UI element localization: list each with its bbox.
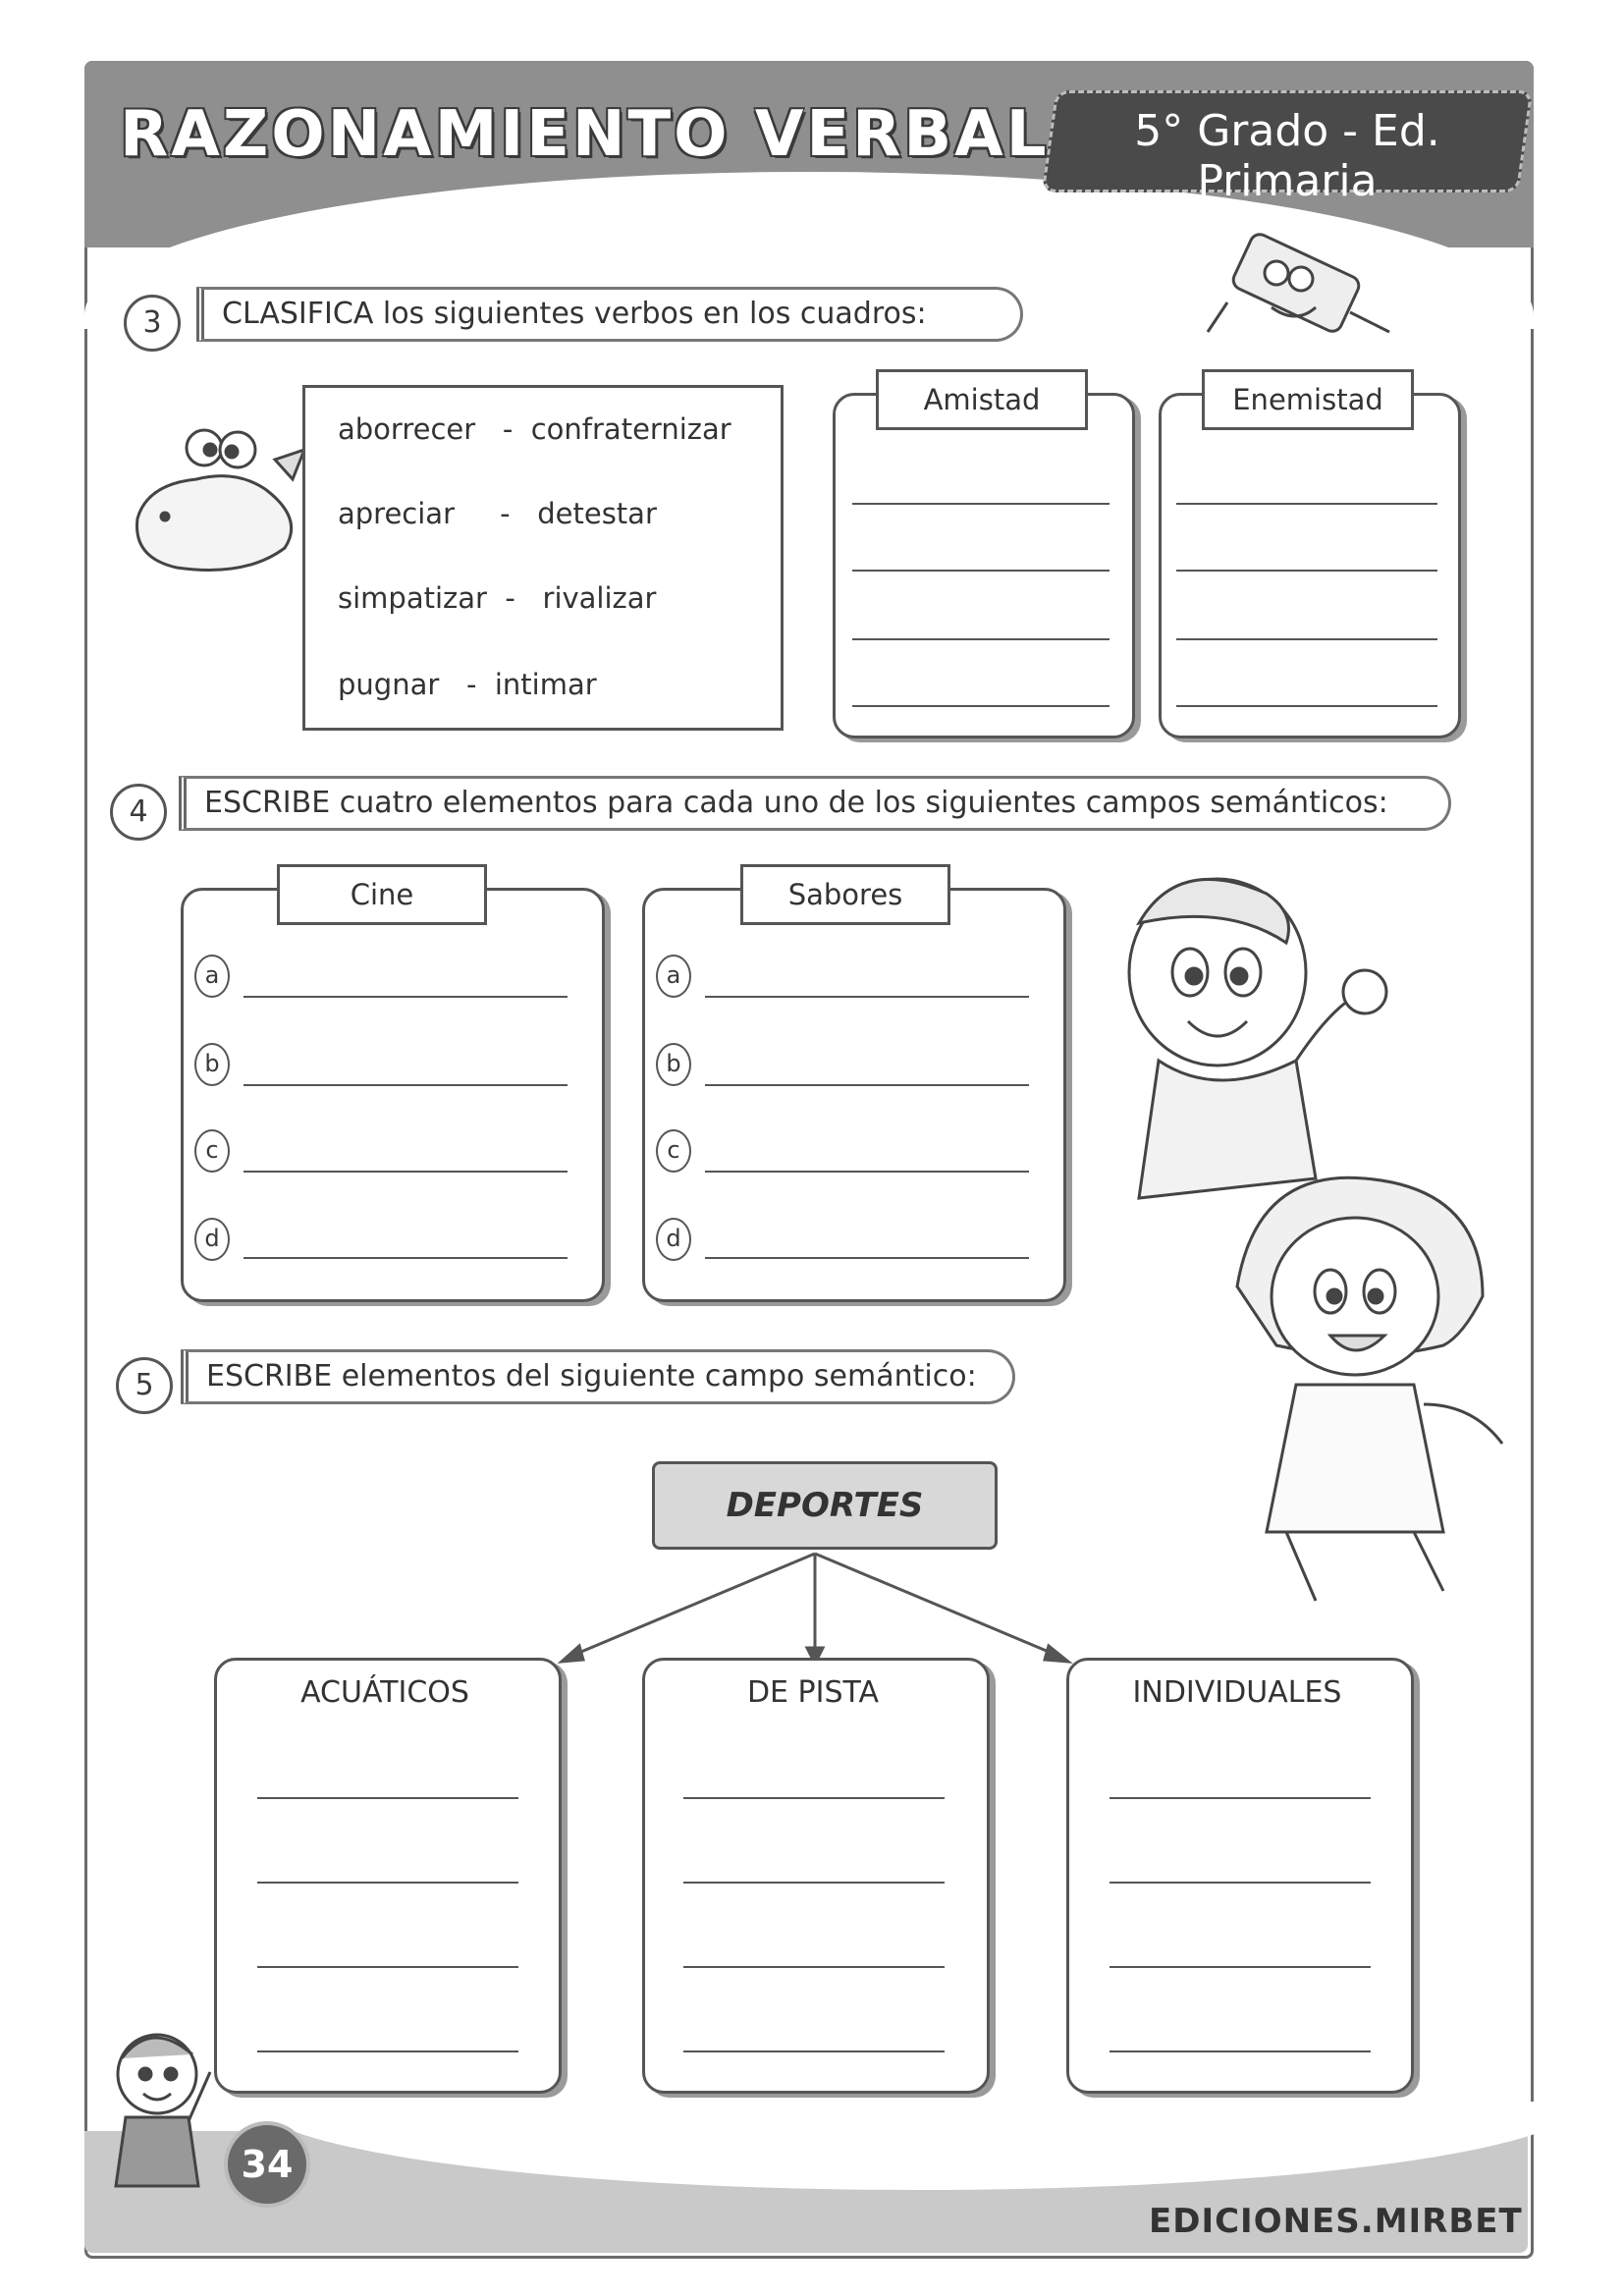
answer-line[interactable] <box>1176 570 1437 572</box>
answer-line[interactable] <box>1176 638 1437 640</box>
answer-line[interactable] <box>244 1171 568 1173</box>
answer-line[interactable] <box>683 1966 945 1968</box>
section-3-number: 3 <box>124 295 181 352</box>
answer-line[interactable] <box>244 1084 568 1086</box>
section-5-instruction: ESCRIBE elementos del siguiente campo semántico: <box>181 1349 1015 1404</box>
connector-arrows <box>550 1544 1080 1671</box>
letter-a: a <box>194 955 230 998</box>
answer-line[interactable] <box>683 1797 945 1799</box>
answer-line[interactable] <box>1176 503 1437 505</box>
verb-row: simpatizar - rivalizar <box>338 581 657 615</box>
page-number: 34 <box>224 2121 310 2208</box>
section-5-number: 5 <box>116 1357 173 1414</box>
section-4-instruction: ESCRIBE cuatro elementos para cada uno de los siguientes campos semánticos: <box>179 776 1451 831</box>
answer-line[interactable] <box>683 2050 945 2052</box>
letter-a: a <box>656 955 691 998</box>
answer-line[interactable] <box>257 1882 518 1884</box>
letter-d: d <box>656 1218 691 1261</box>
individuales-box <box>1066 1658 1414 2094</box>
answer-line[interactable] <box>244 996 568 998</box>
section-3-instruction: CLASIFICA los siguientes verbos en los cuadros: <box>196 287 1023 342</box>
answer-line[interactable] <box>1110 2050 1371 2052</box>
individuales-title: INDIVIDUALES <box>1132 1675 1342 1710</box>
verb-row: aborrecer - confraternizar <box>338 412 731 446</box>
sabores-box <box>642 888 1066 1302</box>
verb-row: pugnar - intimar <box>338 668 597 701</box>
answer-line[interactable] <box>683 1882 945 1884</box>
answer-line[interactable] <box>852 705 1110 707</box>
letter-b: b <box>194 1043 230 1086</box>
de-pista-title: DE PISTA <box>746 1675 880 1710</box>
pencil-mascot-icon <box>1203 214 1419 371</box>
de-pista-box <box>642 1658 990 2094</box>
answer-line[interactable] <box>1110 1797 1371 1799</box>
answer-line[interactable] <box>852 503 1110 505</box>
answer-line[interactable] <box>1176 705 1437 707</box>
deportes-label: DEPORTES <box>652 1461 998 1550</box>
answer-line[interactable] <box>257 2050 518 2052</box>
answer-line[interactable] <box>852 570 1110 572</box>
acuaticos-box <box>214 1658 562 2094</box>
answer-line[interactable] <box>705 996 1029 998</box>
answer-line[interactable] <box>1110 1882 1371 1884</box>
grade-label: 5° Grado - Ed. Primaria <box>1134 106 1440 206</box>
amistad-label: Amistad <box>876 369 1088 430</box>
boy-mascot-icon <box>86 2023 234 2219</box>
section-4-number: 4 <box>110 784 167 841</box>
amistad-box <box>833 393 1135 738</box>
answer-line[interactable] <box>1110 1966 1371 1968</box>
enemistad-box <box>1159 393 1461 738</box>
answer-line[interactable] <box>257 1797 518 1799</box>
answer-line[interactable] <box>705 1171 1029 1173</box>
page-title: RAZONAMIENTO VERBAL <box>120 98 1050 171</box>
answer-line[interactable] <box>852 638 1110 640</box>
verb-row: apreciar - detestar <box>338 497 657 530</box>
cine-box <box>181 888 605 1302</box>
dragon-mascot-icon <box>128 420 314 587</box>
girl-illustration-icon <box>1198 1169 1522 1630</box>
answer-line[interactable] <box>244 1257 568 1259</box>
letter-c: c <box>194 1129 230 1173</box>
letter-b: b <box>656 1043 691 1086</box>
letter-c: c <box>656 1129 691 1173</box>
letter-d: d <box>194 1218 230 1261</box>
answer-line[interactable] <box>257 1966 518 1968</box>
enemistad-label: Enemistad <box>1202 369 1414 430</box>
publisher-brand: EDICIONES.MIRBET <box>1149 2202 1523 2241</box>
answer-line[interactable] <box>705 1257 1029 1259</box>
answer-line[interactable] <box>705 1084 1029 1086</box>
acuaticos-title: ACUÁTICOS <box>300 1675 469 1710</box>
cine-label: Cine <box>277 864 487 925</box>
sabores-label: Sabores <box>740 864 950 925</box>
